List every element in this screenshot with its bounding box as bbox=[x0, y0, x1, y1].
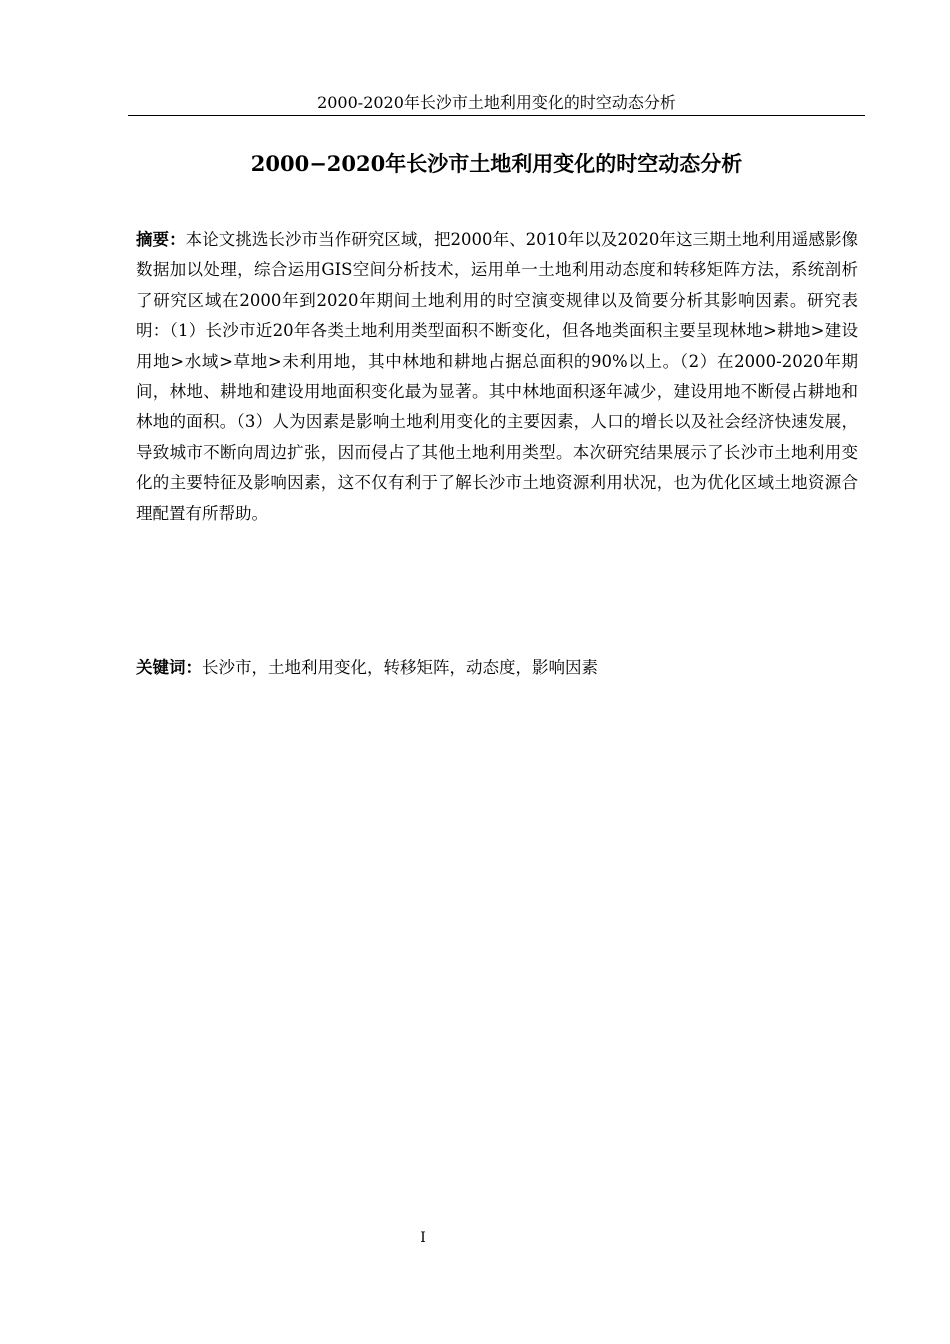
keywords-line bbox=[136, 653, 858, 683]
keywords-label: 关键词： bbox=[136, 658, 202, 677]
page-number: I bbox=[420, 1230, 426, 1246]
abstract-label: 摘要： bbox=[136, 230, 186, 249]
abstract-paragraph bbox=[136, 225, 858, 529]
keywords-text: 长沙市，土地利用变化，转移矩阵，动态度，影响因素 bbox=[202, 658, 598, 677]
abstract-text: 本论文挑选长沙市当作研究区域，把2000年、2010年以及2020年这三期土地利用遥感影像数据加以处理，综合运用GIS空间分析技术，运用单一土地利用动态度和转移矩阵方法，系统剖析了研究区域在2000年到2020年期间土地利用的时空演变规律以及简要分析其影响因素。研究表明：（1）长沙市近20年各类土地利用类型面积不断变化，但各地类面积主要呈现林地>耕地>建设用地>水域>草地>未利用地，其中林地和耕地占据总面积的90%以上。（2）在2000-2020年期间，林地、耕地和建设用地面积变化最为显著。其中林地面积逐年减少，建设用地不断侵占耕地和林地的面积。（3）人为因素是影响土地利用变化的主要因素，人口的增长以及社会经济快速发展，导致城市不断向周边扩张，因而侵占了其他土地利用类型。本次研究结果展示了长沙市土地利用变化的主要特征及影响因素，这不仅有利于了解长沙市土地资源利用状况，也为优化区域土地资源合理配置有所帮助。 bbox=[136, 230, 859, 523]
running-header-title: 2000-2020年长沙市土地利用变化的时空动态分析 bbox=[317, 93, 676, 112]
paper-title: 2000−2020年长沙市土地利用变化的时空动态分析 bbox=[250, 151, 743, 176]
running-header bbox=[128, 92, 865, 116]
